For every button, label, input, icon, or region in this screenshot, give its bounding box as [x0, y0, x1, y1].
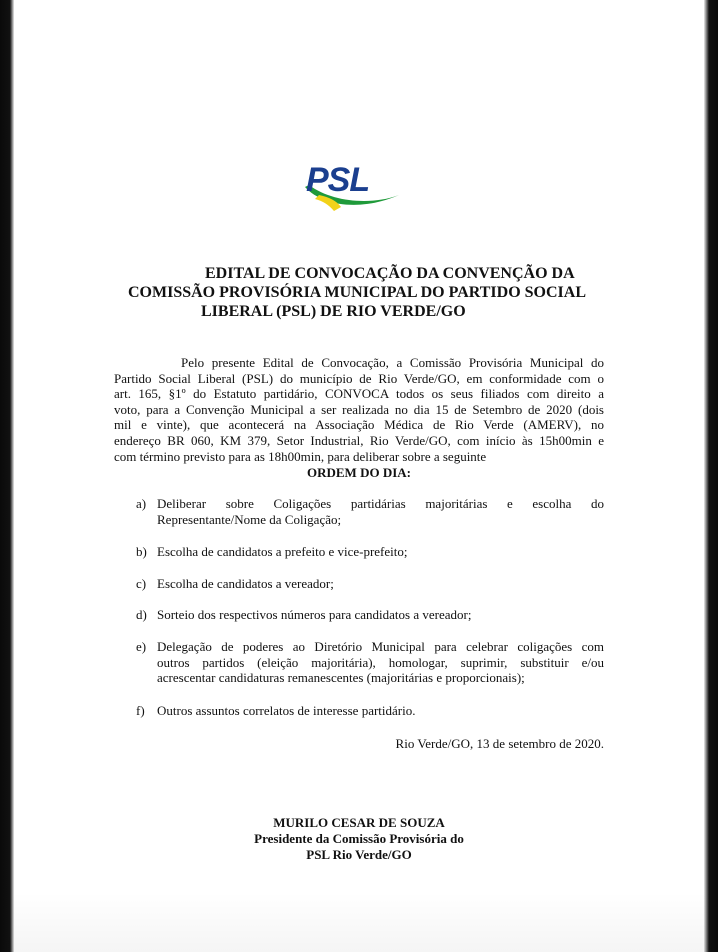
agenda-item-c [136, 576, 604, 592]
intro-line: Partido Social Liberal (PSL) do município de Rio Verde/GO, em conformidade com o [114, 370, 604, 386]
intro-line: Pelo presente Edital de Convocação, a Comissão Provisória Municipal do [181, 355, 604, 370]
agenda-item-text: Outros assuntos correlatos de interesse partidário. [157, 703, 416, 718]
agenda-item-d [136, 607, 604, 623]
signature-block [0, 815, 718, 863]
agenda-heading: ORDEM DO DIA: [307, 465, 411, 480]
title-line-3: LIBERAL (PSL) DE RIO VERDE/GO [201, 303, 466, 320]
dateline: Rio Verde/GO, 13 de setembro de 2020. [395, 736, 604, 751]
psl-logo [303, 155, 403, 215]
agenda-item-text: Escolha de candidatos a vereador; [157, 576, 334, 591]
agenda-item-text: Escolha de candidatos a prefeito e vice-prefeito; [157, 544, 408, 559]
intro-paragraph [114, 355, 604, 464]
signatory-name: MURILO CESAR DE SOUZA [273, 815, 445, 830]
agenda-item-marker: b) [136, 544, 147, 559]
intro-line: com término previsto para as 18h00min, para deliberar sobre a seguinte [114, 448, 487, 464]
agenda-item-marker: a) [136, 496, 147, 511]
intro-line: mil e vinte), que acontecerá na Associação Médica de Rio Verde (AMERV), no [114, 417, 604, 433]
agenda-item-text: acrescentar candidaturas remanescentes (majoritárias e proporcionais); [157, 670, 525, 686]
agenda-item-marker: e) [136, 639, 147, 654]
title-line-2: COMISSÃO PROVISÓRIA MUNICIPAL DO PARTIDO SOCIAL [128, 284, 587, 301]
page-shade [0, 892, 718, 952]
agenda-item-text: outros partidos (eleição majoritária), homologar, suprimir, substituir e/ou [157, 654, 604, 670]
agenda-item-f [136, 703, 604, 719]
agenda-item-text: Sorteio dos respectivos números para candidatos a vereador; [157, 607, 472, 622]
signatory-org: PSL Rio Verde/GO [306, 847, 412, 862]
agenda-item-text: Deliberar sobre Coligações partidárias majoritárias e escolha do [157, 496, 604, 511]
intro-line: voto, para a Convenção Municipal a ser realizada no dia 15 de Setembro de 2020 (dois [114, 401, 604, 417]
agenda-item-text: Representante/Nome da Coligação; [157, 511, 342, 527]
logo-wordmark: PSL [306, 161, 370, 199]
intro-line: endereço BR 060, KM 379, Setor Industrial, Rio Verde/GO, com início às 15h00min e [114, 432, 604, 448]
agenda-item-a [136, 496, 604, 527]
agenda-item-marker: c) [136, 576, 147, 591]
signatory-role: Presidente da Comissão Provisória do [254, 831, 464, 846]
document-title [128, 264, 598, 321]
intro-line: art. 165, §1º do Estatuto partidário, CONVOCA todos os seus filiados com direito a [114, 386, 604, 402]
agenda-item-e [136, 639, 604, 686]
agenda-item-text: Delegação de poderes ao Diretório Municipal para celebrar coligações com [157, 639, 604, 654]
agenda-item-b [136, 544, 604, 560]
title-line-1: EDITAL DE CONVOCAÇÃO DA CONVENÇÃO DA [205, 265, 575, 282]
agenda-item-marker: d) [136, 607, 147, 622]
agenda-item-marker: f) [136, 703, 145, 718]
